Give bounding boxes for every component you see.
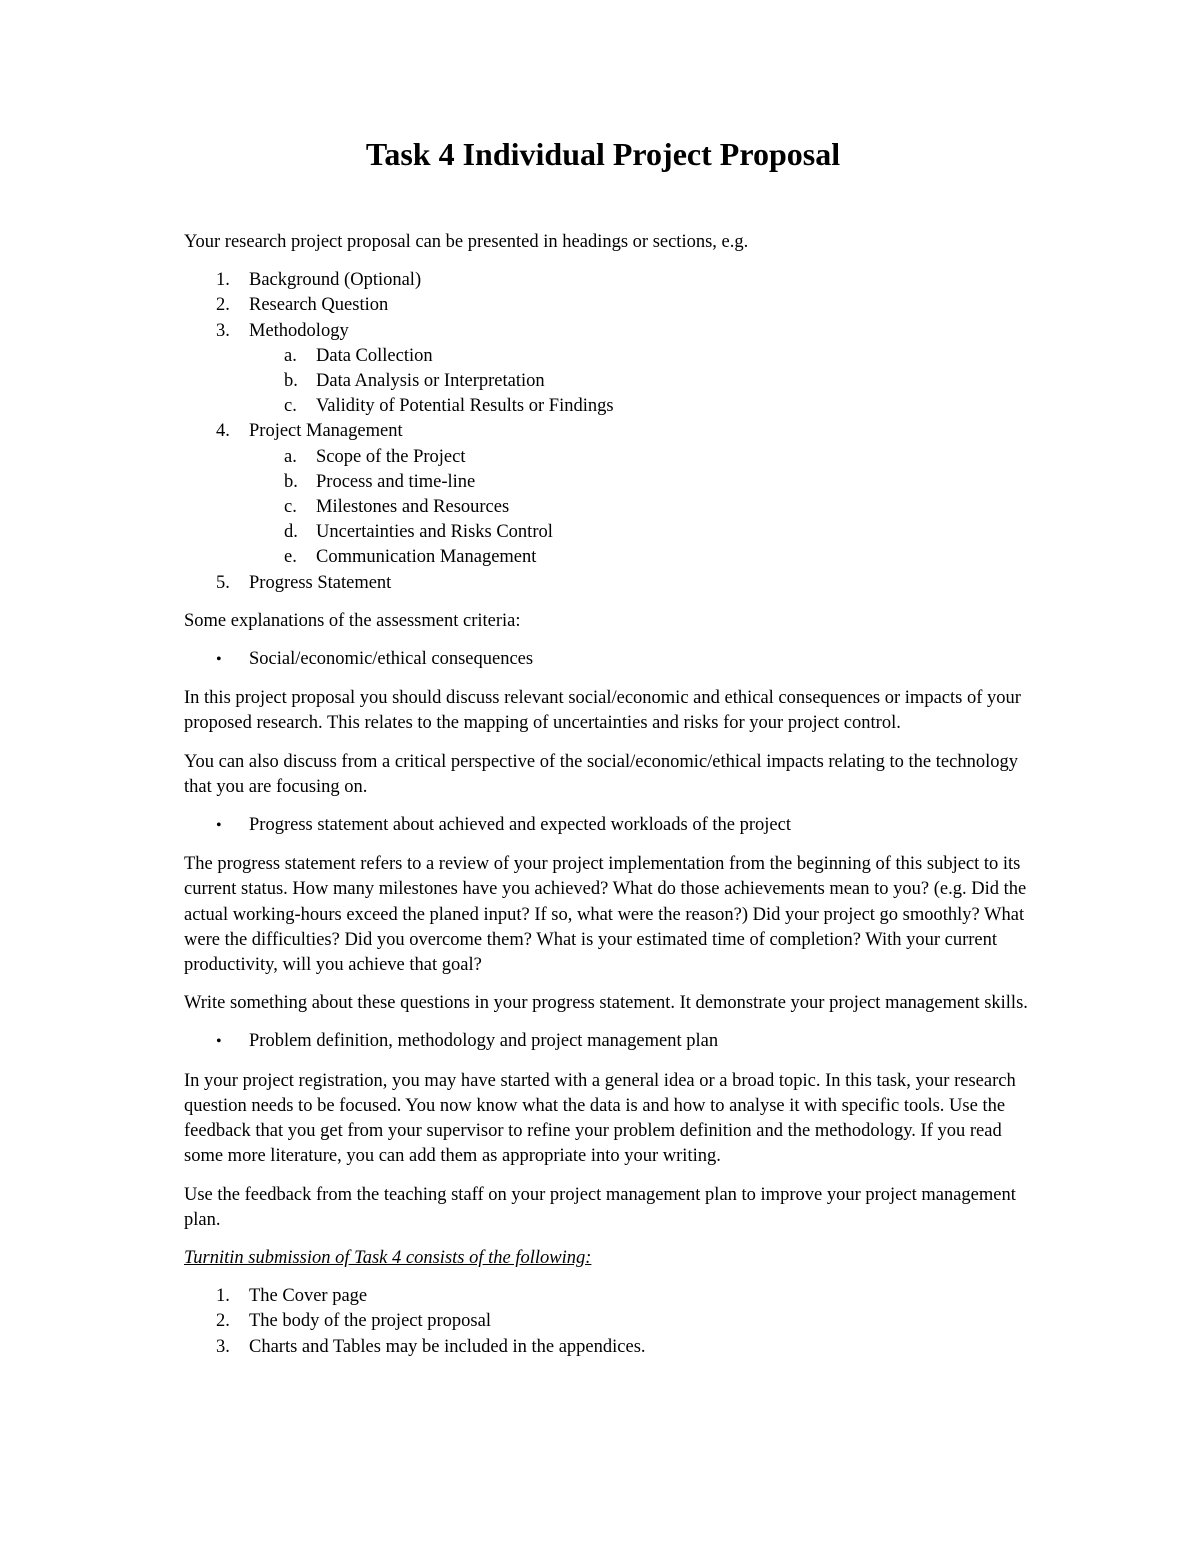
subsection-letter: a. — [284, 446, 297, 467]
submission-label: Charts and Tables may be included in the appendices. — [249, 1336, 646, 1357]
section-item — [184, 419, 1034, 570]
subsection-letter: e. — [284, 547, 297, 568]
section-item — [184, 571, 1034, 596]
subsection-list — [249, 344, 1034, 420]
submission-label: The body of the project proposal — [249, 1311, 491, 1332]
subsection-label: Milestones and Resources — [316, 497, 510, 518]
subsection-label: Scope of the Project — [316, 446, 466, 467]
section-label: Project Management — [249, 421, 403, 442]
section-number: 2. — [216, 295, 230, 316]
section-label: Progress Statement — [249, 572, 392, 593]
bullet-icon: • — [216, 1033, 222, 1051]
subsection-label: Data Analysis or Interpretation — [316, 371, 545, 392]
submission-label: The Cover page — [249, 1286, 368, 1307]
criterion-heading: Social/economic/ethical consequences — [249, 649, 534, 670]
section-number: 1. — [216, 270, 230, 291]
subsection-letter: c. — [284, 497, 297, 518]
criterion-heading: Progress statement about achieved and expected workloads of the project — [249, 815, 791, 836]
subsection-item — [184, 470, 1034, 495]
criterion-bullet-list — [184, 1029, 1034, 1054]
bullet-icon: • — [216, 651, 222, 669]
submission-item — [184, 1335, 1034, 1360]
criterion-bullet — [184, 1029, 1034, 1054]
subsection-item — [184, 394, 1034, 419]
criterion-bullet-list — [184, 813, 1034, 838]
criterion-bullet — [184, 647, 1034, 672]
section-number: 4. — [216, 421, 230, 442]
criterion-paragraph: You can also discuss from a critical perspective of the social/economic/ethical impacts relating to the technology that you are focusing on. — [184, 751, 1018, 797]
subsection-label: Validity of Potential Results or Findings — [316, 396, 614, 417]
criterion-paragraph: The progress statement refers to a review of your project implementation from the beginning of this subject to its current status. How many milestones have you achieved? What do those achievements mean to you? (e.g. Did the actual working-hours exceed the planed input? If so, what were the reason?) Did your project go smoothly? What were the difficulties? Did you overcome them? What is your estimated time of completion? With your current productivity, will you achieve that goal? — [184, 854, 1027, 976]
intro-paragraph: Your research project proposal can be presented in headings or sections, e.g. — [184, 232, 749, 252]
subsection-item — [184, 369, 1034, 394]
sections-list — [184, 268, 1034, 596]
section-number: 5. — [216, 572, 230, 593]
submission-number: 1. — [216, 1286, 230, 1307]
subsection-item — [184, 520, 1034, 545]
subsection-item — [184, 545, 1034, 570]
subsection-letter: b. — [284, 371, 298, 392]
subsection-letter: d. — [284, 522, 298, 543]
section-item — [184, 319, 1034, 420]
submission-heading: Turnitin submission of Task 4 consists of the following: — [184, 1247, 592, 1268]
criterion-bullet — [184, 813, 1034, 838]
criterion-heading: Problem definition, methodology and project management plan — [249, 1031, 719, 1052]
section-label: Research Question — [249, 295, 389, 316]
criterion-paragraph: Write something about these questions in your progress statement. It demonstrate your project management skills. — [184, 993, 1028, 1014]
subsection-label: Communication Management — [316, 547, 537, 568]
subsection-item — [184, 495, 1034, 520]
section-item — [184, 293, 1034, 318]
submission-list — [184, 1284, 1034, 1360]
section-item — [184, 268, 1034, 293]
submission-number: 3. — [216, 1336, 230, 1357]
criterion-paragraph: Use the feedback from the teaching staff on your project management plan to improve your project management plan. — [184, 1184, 1016, 1230]
criterion-paragraph: In this project proposal you should discuss relevant social/economic and ethical consequences or impacts of your proposed research. This relates to the mapping of uncertainties and risks for your project control. — [184, 688, 1021, 734]
section-label: Background (Optional) — [249, 270, 422, 291]
subsection-list — [249, 445, 1034, 571]
criterion-paragraph: In your project registration, you may have started with a general idea or a broad topic. In this task, your research question needs to be focused. You now know what the data is and how to analyse it with specific tools. Use the feedback that you get from your supervisor to refine your problem definition and the methodology. If you read some more literature, you can add them as appropriate into your writing. — [184, 1070, 1016, 1167]
criterion-bullet-list — [184, 647, 1034, 672]
subsection-label: Process and time-line — [316, 471, 476, 492]
subsection-label: Uncertainties and Risks Control — [316, 522, 553, 543]
section-number: 3. — [216, 320, 230, 341]
subsection-letter: a. — [284, 345, 297, 366]
criteria-intro: Some explanations of the assessment criteria: — [184, 610, 521, 631]
subsection-label: Data Collection — [316, 345, 433, 366]
submission-item — [184, 1284, 1034, 1309]
section-label: Methodology — [249, 320, 349, 341]
submission-number: 2. — [216, 1311, 230, 1332]
document-content — [184, 134, 1034, 1373]
bullet-icon: • — [216, 817, 222, 835]
page-title: Task 4 Individual Project Proposal — [365, 136, 841, 172]
subsection-item — [184, 344, 1034, 369]
submission-item — [184, 1309, 1034, 1334]
subsection-item — [184, 445, 1034, 470]
subsection-letter: b. — [284, 471, 298, 492]
subsection-letter: c. — [284, 396, 297, 417]
